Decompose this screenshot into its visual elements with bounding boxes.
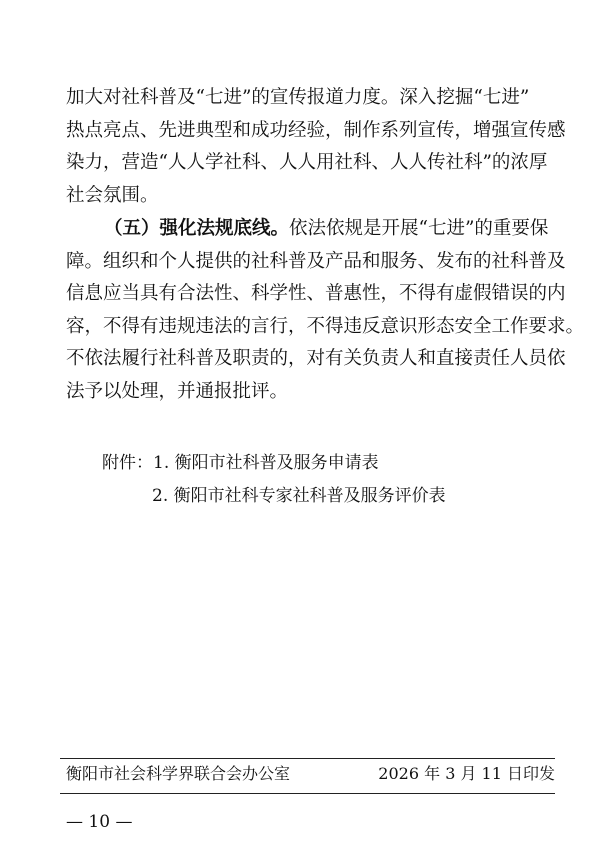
attachment-item: [102, 447, 446, 480]
footer-rule-bottom: [60, 793, 555, 794]
section-five-heading: （五）强化法规底线。: [104, 218, 290, 239]
attachment-item-text: 2. 衡阳市社科专家社科普及服务评价表: [152, 486, 446, 506]
page-number: — 10 —: [66, 812, 133, 832]
section-five-first-line-text: 依法依规是开展“七进”的重要保: [289, 218, 549, 239]
paragraph-line: 加大对社科普及“七进”的宣传报道力度。深入挖掘“七进”: [66, 87, 530, 108]
attachment-item-text: 1. 衡阳市社科普及服务申请表: [153, 453, 379, 473]
attachment-item: [102, 480, 446, 513]
section-five-first-line: [66, 213, 556, 246]
issuer-name: 衡阳市社会科学界联合会办公室: [66, 764, 291, 783]
paragraph-line: 不依法履行社科普及职责的，对有关负责人和直接责任人员依: [66, 348, 566, 369]
paragraph-line: 法予以处理，并通报批评。: [66, 380, 289, 402]
footer-rule-top: [60, 758, 555, 759]
paragraph-line: 染力，营造“人人学社科、人人用社科、人人传社科”的浓厚: [66, 152, 548, 173]
paragraph-line: 社会氛围。: [66, 184, 159, 206]
paragraph-line: 热点亮点、先进典型和成功经验，制作系列宣传，增强宣传感: [66, 119, 566, 141]
section-five-paragraph: [66, 213, 585, 408]
attachments-label: 附件：: [102, 453, 153, 473]
issue-date: 2026 年 3 月 11 日印发: [378, 764, 555, 783]
paragraph-line: 信息应当具有合法性、科学性、普惠性，不得有虚假错误的内: [66, 283, 566, 304]
paragraph-line: 障。组织和个人提供的社科普及产品和服务、发布的社科普及: [66, 250, 566, 272]
paragraph-line: 容，不得有违规违法的言行，不得违反意识形态安全工作要求。: [66, 315, 585, 337]
attachments-list: [102, 447, 446, 513]
continued-paragraph: [66, 82, 566, 212]
